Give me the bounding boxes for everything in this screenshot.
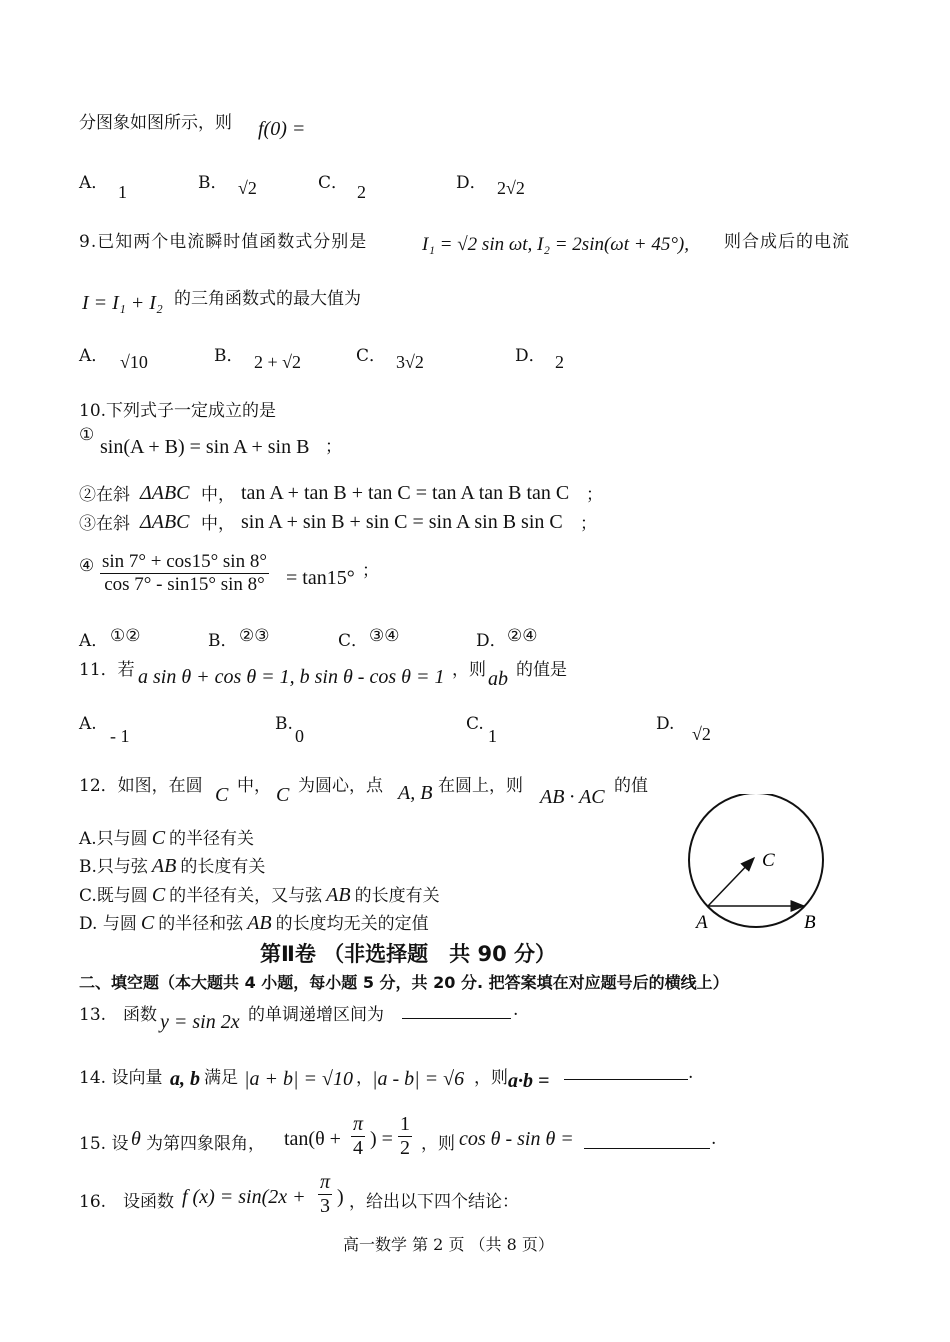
- q12-opt-d-c: C: [140, 912, 155, 934]
- q8-opt-d-value: 2√2: [497, 178, 525, 198]
- q16-b: ，给出以下四个结论：: [349, 1192, 519, 1212]
- q15-b: 为第四象限角，: [146, 1134, 265, 1154]
- q12-t2: 中，: [237, 776, 271, 796]
- q10-item2-expr: tan A + tan B + tan C = tan A tan B tan C: [241, 482, 570, 504]
- q15-one-half: [398, 1113, 412, 1160]
- q15-four: 4: [353, 1137, 364, 1159]
- q12-c2: C: [276, 784, 290, 806]
- q12-opt-b-c: AB: [151, 855, 177, 877]
- q8-opt-d-label: D．: [456, 173, 487, 193]
- q15-theta: θ: [131, 1128, 141, 1150]
- q14-e3: a·b =: [508, 1070, 550, 1092]
- q10-item2-tri: ΔABC: [140, 482, 190, 504]
- q14-e2: |a - b| = √6: [372, 1068, 465, 1090]
- q9-opt-d-label: D．: [515, 346, 546, 366]
- q12-t1: 12．如图，在圆: [79, 776, 203, 796]
- q16-three: 3: [320, 1195, 331, 1217]
- q12-dot-product: AB · AC: [540, 786, 605, 808]
- q13-answer-blank[interactable]: [402, 1018, 511, 1019]
- q8-opt-c-value: 2: [357, 182, 366, 202]
- q15-expr1: tan(θ +: [284, 1128, 341, 1150]
- q10-opt-d-label: D．: [476, 631, 507, 651]
- q11-opt-c-value: 1: [488, 726, 497, 746]
- point-b-label: B: [804, 912, 816, 933]
- q9-suffix: 则合成后的电流: [724, 232, 850, 252]
- q9-opt-d-value: 2: [555, 352, 564, 372]
- q10-opt-c-label: C．: [338, 631, 369, 651]
- q8-expr: f(0) =: [258, 118, 306, 140]
- q15-one: 1: [400, 1113, 410, 1135]
- q16-a: 16. 设函数: [79, 1192, 175, 1212]
- q16-pi-over-3: [318, 1171, 332, 1218]
- q12-opt-d-d: AB: [247, 912, 272, 934]
- q11-opt-d-value: √2: [692, 724, 711, 744]
- q9-opt-c-label: C．: [356, 346, 387, 366]
- q14-e1: |a + b| = √10: [244, 1068, 353, 1090]
- q10-item2-text: ②在斜: [79, 485, 130, 505]
- q14-answer-blank[interactable]: [564, 1079, 688, 1080]
- q12-t5: 的值: [614, 776, 648, 796]
- q12-c1: C: [215, 784, 229, 806]
- part2-title: 第Ⅱ卷 （非选择题 共 90 分）: [260, 942, 556, 966]
- q11-opt-c-label: C.: [466, 714, 484, 734]
- q12-t4: 在圆上，则: [438, 776, 523, 796]
- q13-end: .: [513, 1000, 519, 1020]
- q10-item2-end: ；: [586, 485, 603, 505]
- q10-item4-fraction: [100, 551, 269, 596]
- q10-opt-a-label: A．: [79, 631, 109, 651]
- q12-opt-d-b: 的半径和弦: [158, 914, 244, 934]
- q12-opt-a-b: 的半径有关: [169, 829, 255, 849]
- q15-expr2: ) =: [370, 1128, 393, 1150]
- q12-option-b: [79, 852, 265, 878]
- section-title: 二、填空题（本大题共 4 小题，每小题 5 分，共 20 分. 把答案填在对应题号后的横线上）: [79, 973, 729, 992]
- q10-item3-end: ；: [580, 514, 597, 534]
- q16-expr1: f (x) = sin(2x +: [182, 1186, 306, 1208]
- q8-opt-a-value: 1: [118, 182, 127, 202]
- q14-d: ，则: [474, 1068, 508, 1088]
- q10-opt-b-label: B．: [208, 631, 238, 651]
- q9-opt-b-value: 2 + √2: [254, 352, 302, 372]
- q11-ab: ab: [488, 668, 508, 690]
- q11-mid: ，则: [452, 660, 486, 680]
- point-a-label: A: [696, 912, 708, 933]
- q10-item4-den: cos 7° - sin15° sin 8°: [104, 574, 265, 595]
- q12-circle-figure: [680, 794, 840, 940]
- q12-opt-b-b: 的长度有关: [180, 857, 266, 877]
- q11-prefix: 11．若: [79, 660, 135, 680]
- q12-opt-d-e: 的长度均无关的定值: [275, 914, 429, 934]
- q10-opt-d-value: ②④: [507, 626, 538, 646]
- q11-opt-a-label: A.: [79, 714, 97, 734]
- q13-expr: y = sin 2x: [160, 1011, 240, 1033]
- q9-line2-text: 的三角函数式的最大值为: [174, 289, 361, 309]
- circle-c: [689, 794, 823, 927]
- q16-expr2: ): [337, 1186, 344, 1208]
- q15-pi-over-4: [351, 1113, 365, 1160]
- q8-opt-c-label: C．: [318, 173, 349, 193]
- q12-t3: 为圆心，点: [298, 776, 383, 796]
- q10-item4-rhs: = tan15°: [286, 567, 355, 589]
- q10-item4-num: sin 7° + cos15° sin 8°: [102, 551, 267, 572]
- q10-item3-mid: 中，: [201, 514, 235, 534]
- point-c-label: C: [762, 850, 775, 871]
- q10-item3-text: ③在斜: [79, 514, 130, 534]
- q12-opt-a-c: C: [151, 827, 166, 849]
- q12-opt-a-a: A.只与圆: [79, 829, 148, 849]
- q12-opt-c-d: AB: [326, 884, 351, 906]
- q11-opt-d-label: D.: [656, 714, 675, 734]
- q15-answer-blank[interactable]: [584, 1148, 710, 1149]
- q9-prefix: 9.已知两个电流瞬时值函数式分别是: [79, 232, 368, 252]
- q13-b: 的单调递增区间为: [248, 1005, 384, 1025]
- q12-opt-b-a: B.只与弦: [79, 857, 148, 877]
- q15-two: 2: [400, 1137, 410, 1159]
- q15-expr3: cos θ - sin θ =: [459, 1128, 574, 1150]
- q12-opt-d-a: D. 与圆: [79, 914, 137, 934]
- q11-suffix: 的值是: [516, 660, 567, 680]
- q8-text: 分图象如图所示，则: [79, 113, 232, 133]
- q9-line2-expr: I = I₁ + I₂: [82, 292, 163, 314]
- q14-end: .: [688, 1063, 694, 1083]
- q12-opt-c-c: C: [151, 884, 166, 906]
- q11-opt-b-value: 0: [295, 726, 304, 746]
- q12-points: A, B: [398, 782, 433, 804]
- q12-option-c: [79, 881, 440, 907]
- q10-opt-a-value: ①②: [110, 626, 141, 646]
- q12-option-a: [79, 824, 254, 850]
- q10-item3-expr: sin A + sin B + sin C = sin A sin B sin C: [241, 511, 563, 533]
- q15-a: 15. 设: [79, 1134, 129, 1154]
- q10-item1-mark: ①: [79, 425, 95, 445]
- q12-opt-c-b: 的半径有关，又与弦: [169, 886, 323, 906]
- q15-c: ，则: [421, 1134, 455, 1154]
- q10-item3-tri: ΔABC: [140, 511, 190, 533]
- q9-expr: I₁ = √2 sin ωt, I₂ = 2sin(ωt + 45°),: [422, 234, 689, 255]
- q10-item2-mid: 中，: [201, 485, 235, 505]
- q14-a: 14. 设向量: [79, 1068, 163, 1088]
- q15-end: .: [711, 1129, 717, 1149]
- q12-opt-c-a: C.既与圆: [79, 886, 148, 906]
- q11-expr: a sin θ + cos θ = 1, b sin θ - cos θ = 1: [138, 666, 445, 688]
- q12-option-d: [79, 909, 429, 935]
- q11-opt-b-label: B.: [275, 714, 293, 734]
- q10-opt-b-value: ②③: [239, 626, 270, 646]
- q16-pi: π: [320, 1171, 331, 1193]
- q9-opt-c-value: 3√2: [396, 352, 424, 372]
- q10-title: 10.下列式子一定成立的是: [79, 401, 277, 421]
- q10-item1-expr: sin(A + B) = sin A + sin B: [100, 436, 310, 458]
- q8-opt-b-value: √2: [238, 178, 257, 198]
- q8-opt-b-label: B．: [198, 173, 228, 193]
- q14-b: 满足: [204, 1068, 238, 1088]
- q9-opt-a-label: A．: [79, 346, 109, 366]
- q13-a: 13. 函数: [79, 1005, 158, 1025]
- vector-ac: [708, 858, 754, 906]
- q8-opt-a-label: A．: [79, 173, 109, 193]
- q15-pi: π: [353, 1113, 364, 1135]
- q11-opt-a-value: - 1: [110, 726, 130, 746]
- q14-c: ，: [356, 1068, 373, 1088]
- q9-opt-a-value: √10: [120, 352, 148, 372]
- q12-opt-c-e: 的长度有关: [354, 886, 440, 906]
- q10-opt-c-value: ③④: [369, 626, 400, 646]
- q10-item1-end: ；: [325, 437, 342, 457]
- q10-item4-mark: ④: [79, 556, 95, 576]
- page-footer: 高一数学 第 2 页 （共 8 页）: [343, 1235, 554, 1254]
- q14-ab: a, b: [170, 1068, 200, 1090]
- q10-item4-end: ；: [362, 561, 379, 581]
- q9-opt-b-label: B．: [214, 346, 244, 366]
